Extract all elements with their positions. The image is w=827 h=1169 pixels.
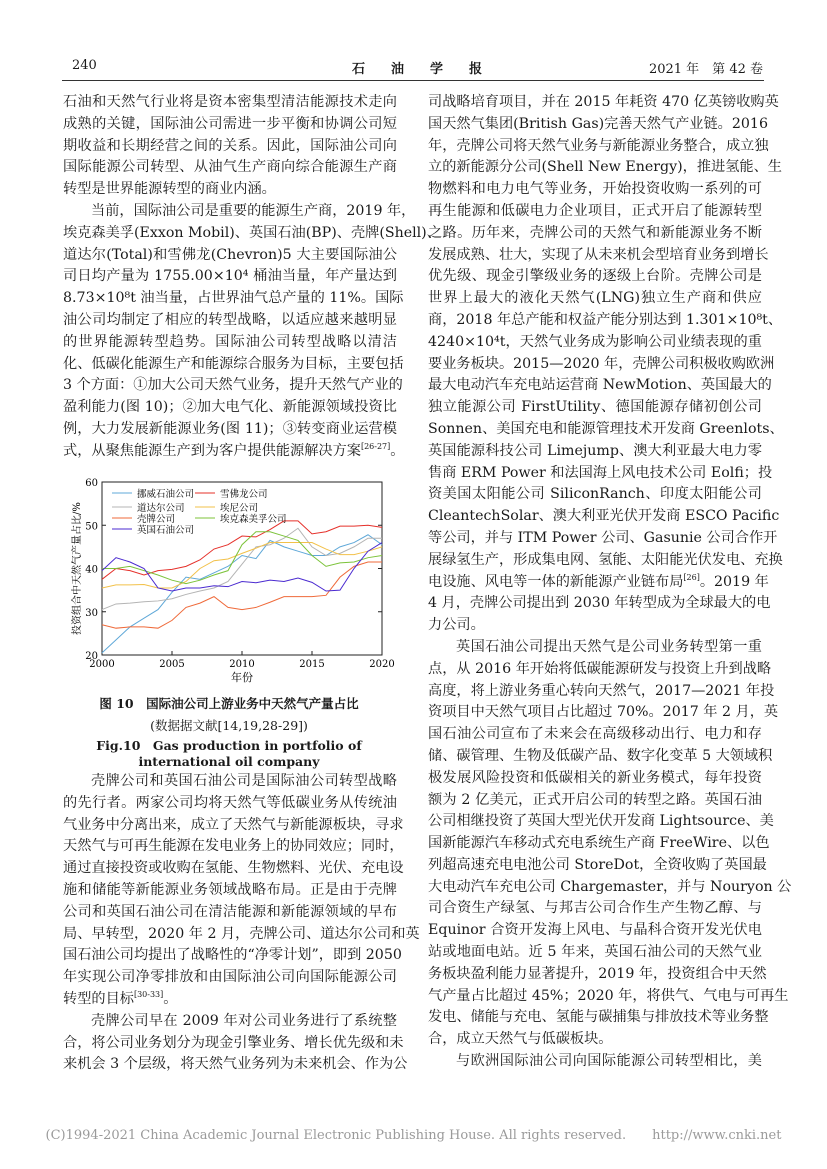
text-line: 点，从 2016 年开始将低碳能源研发与投资上升到战略 [428, 660, 772, 677]
figure-10 [62, 475, 396, 687]
text-line: 的先行者。两家公司均将天然气等低碳业务从传统油 [63, 794, 397, 811]
text-line: 司战略培育项目，并在 2015 年耗资 470 亿英镑收购英 [428, 94, 779, 110]
text-line: 司日均产量为 1755.00×10⁴ 桶油当量，年产量达到 [63, 268, 397, 285]
text-line: 国际能源公司转型、从油气生产商向综合能源生产商 [63, 159, 397, 176]
text-line: 化、低碳化能源生产和能源综合服务为目标，主要包括 [63, 355, 404, 372]
text-line: Sonnen、美国充电和能源管理技术开发商 Greenlots、 [428, 420, 784, 437]
y-tick-label: 40 [85, 564, 98, 576]
x-tick-label: 2020 [369, 659, 395, 670]
text-line: 成熟的关键，国际油公司需进一步平衡和协调公司短 [63, 115, 397, 132]
text-line: 例，大力发展新能源业务(图 11)；③转变商业运营模 [63, 420, 397, 437]
legend-label: 埃尼公司 [220, 503, 259, 514]
x-axis-label: 年份 [231, 671, 253, 684]
right-column [428, 92, 792, 1073]
text-line: 优先级、现金引擎级业务的逐级上台阶。壳牌公司是 [428, 268, 762, 285]
text-line: 转型是世界能源转型的商业内涵。 [63, 181, 276, 198]
text-line: 8.73×10⁸t 油当量，占世界油气总产量的 11%。国际 [63, 290, 404, 307]
legend-label: 道达尔公司 [137, 503, 185, 514]
citation[interactable]: [30-33] [133, 989, 164, 999]
text-line: 壳牌公司和英国石油公司是国际油公司转型战略 [91, 773, 397, 789]
text-line: 大电动汽车充电公司 Chargemaster，并与 Nouryon 公 [428, 878, 792, 895]
text-line: Equinor 合资开发海上风电、与晶科合资开发光伏电 [428, 922, 762, 939]
text-line: 局、早转型，2020 年 2 月，壳牌公司、道达尔公司和英 [63, 925, 420, 942]
text-line: 4 月，壳牌公司提出到 2030 年转型成为全球最大的电 [428, 595, 771, 612]
text-line: 气产量占比超过 45%；2020 年，将供气、气电与可再生 [428, 987, 789, 1004]
legend-label: 埃克森美孚公司 [220, 514, 287, 525]
y-tick-label: 20 [85, 651, 98, 662]
x-tick-label: 2010 [229, 659, 255, 670]
y-tick-label: 30 [85, 607, 98, 619]
page-number: 240 [72, 58, 97, 73]
text-line: 期收益和长期经营之间的关系。因此，国际油公司向 [63, 137, 397, 154]
series-line [102, 535, 382, 653]
text-line: 商，2018 年总产能和权益产能分别达到 1.301×10⁸t、 [428, 311, 783, 328]
text-line: 通过直接投资或收购在氢能、生物燃料、光伏、充电设 [63, 860, 404, 877]
text-line: 高度，将上游业务重心转向天然气，2017—2021 年投 [428, 682, 775, 699]
x-tick-label: 2005 [159, 659, 185, 670]
text-line: 之路。历年来，壳牌公司的天然气和新能源业务不断 [428, 224, 762, 241]
text-line: 发展成熟、壮大，实现了从未来机会型培育业务到增长 [428, 246, 769, 263]
left-column-bottom [63, 771, 420, 1076]
text-line: 额为 2 亿美元，正式开启公司的转型之路。英国石油 [428, 791, 762, 808]
citation[interactable]: [26] [683, 572, 700, 582]
text-line: 资项目中天然气项目占比超过 70%。2017 年 2 月，英 [428, 704, 779, 721]
text-line: 发电、储能与充电、氢能与碳捕集与排放技术等业务整 [428, 1009, 769, 1026]
text-line: 天然气与可再生能源在发电业务上的协同效应；同时， [63, 838, 404, 855]
line-chart [62, 475, 396, 687]
series-line [102, 532, 382, 584]
legend-label: 英国石油公司 [137, 525, 195, 536]
text-line: 立的新能源分公司(Shell New Energy)，推进氢能、生 [428, 159, 782, 176]
legend-label: 壳牌公司 [137, 514, 176, 525]
text-line: 合，将公司业务划分为现金引擎业务、增长优先级和未 [63, 1034, 404, 1051]
text-line: 合，成立天然气与低碳板块。 [428, 1031, 613, 1048]
x-tick-label: 2015 [299, 659, 325, 670]
text-line: 式，从聚焦能源生产到为客户提供能源解决方案[26-27]。 [63, 441, 405, 459]
text-line: 英国能源科技公司 Limejump、澳大利亚最大电力零 [428, 442, 762, 459]
text-line: 极发展风险投资和低碳相关的新业务模式，每年投资 [428, 769, 762, 786]
text-line: 埃克森美孚(Exxon Mobil)、英国石油(BP)、壳牌(Shell)、 [63, 224, 441, 241]
text-line: 储、碳管理、生物及低碳产品、数字化变革 5 大领域积 [428, 747, 773, 764]
left-column-top [63, 92, 441, 463]
text-line: 资美国太阳能公司 SiliconRanch、印度太阳能公司 [428, 486, 762, 503]
text-line: 国石油公司宣布了未来会在高级移动出行、电力和存 [428, 726, 762, 743]
text-line: 石油和天然气行业将是资本密集型清洁能源技术走向 [63, 94, 397, 110]
text-line: 要业务板块。2015—2020 年，壳牌公司积极收购欧洲 [428, 355, 775, 372]
text-line: 电设施、风电等一体的新能源产业链布局[26]。2019 年 [428, 572, 769, 590]
text-line: 施和储能等新能源业务领域战略布局。正是由于壳牌 [63, 881, 397, 898]
series-line [102, 543, 382, 591]
text-line: 等公司，并与 ITM Power 公司、Gasunie 公司合作开 [428, 529, 778, 546]
text-line: 油公司均制定了相应的转型战略，以适应越来越明显 [63, 311, 397, 328]
figure-caption-source: (数据据文献[14,19,28-29]) [150, 718, 308, 733]
figure-caption-cn: 图 10 国际油公司上游业务中天然气产量占比 [99, 696, 359, 711]
journal-title: 石 油 学 报 [352, 62, 483, 77]
text-line: 来机会 3 个层级，将天然气业务列为未来机会、作为公 [63, 1056, 408, 1073]
citation[interactable]: [26-27] [360, 441, 391, 451]
text-line: 道达尔(Total)和雪佛龙(Chevron)5 大主要国际油公 [63, 246, 397, 263]
text-line: 最大电动汽车充电站运营商 NewMotion、英国最大的 [428, 377, 772, 394]
legend-label: 雪佛龙公司 [220, 489, 268, 500]
x-tick-label: 2000 [89, 659, 115, 670]
text-line: 当前，国际油公司是重要的能源生产商，2019 年， [91, 202, 416, 219]
text-line: 国天然气集团(British Gas)完善天然气产业链。2016 [428, 115, 768, 132]
text-line: 物燃料和电力电气等业务，开始投资收购一系列的可 [428, 181, 762, 198]
text-line: 国石油公司均提出了战略性的“净零计划”，即到 2050 [63, 947, 402, 964]
text-line: 展绿氢生产，形成集电网、氢能、太阳能光伏发电、充换 [428, 551, 783, 568]
text-line: 世界上最大的液化天然气(LNG)独立生产商和供应 [428, 290, 762, 307]
text-line: 年，壳牌公司将天然气业务与新能源业务整合，成立独 [428, 137, 769, 154]
text-line: 司合资生产绿氢、与邦吉公司合作生产生物乙醇、与 [428, 900, 762, 917]
text-line: 售商 ERM Power 和法国海上风电技术公司 Eolfi；投 [428, 464, 773, 481]
copyright-footer: (C)1994-2021 China Academic Journal Electronic Publishing House. All rights reserved. http://www.cnki.net [45, 1128, 782, 1143]
text-line: 转型的目标[30-33]。 [63, 989, 178, 1007]
header-rule [62, 80, 764, 81]
text-line: 站或地面电站。近 5 年来，英国石油公司的天然气业 [428, 944, 762, 961]
text-line: 列超高速充电电池公司 StoreDot，全资收购了英国最 [428, 856, 767, 873]
text-line: 务板块盈利能力显著提升，2019 年，投资组合中天然 [428, 965, 767, 982]
y-tick-label: 60 [85, 478, 98, 489]
figure-caption-en: Fig.10 Gas production in portfolio of international oil company [96, 738, 362, 769]
text-line: 与欧洲国际油公司向国际能源公司转型相比，美 [456, 1053, 762, 1070]
text-line: 再生能源和低碳电力企业项目，正式开启了能源转型 [428, 202, 762, 219]
text-line: 独立能源公司 FirstUtility、德国能源存储初创公司 [428, 399, 762, 416]
text-line: 3 个方面：①加大公司天然气业务，提升天然气产业的 [63, 377, 403, 394]
text-line: 4240×10⁴t，天然气业务成为影响公司业绩表现的重 [428, 333, 762, 350]
text-line: 气业务中分离出来，成立了天然气与新能源板块，寻求 [63, 816, 404, 833]
text-line: 英国石油公司提出天然气是公司业务转型第一重 [456, 638, 762, 655]
text-line: 盈利能力(图 10)；②加大电气化、新能源领域投资比 [63, 399, 397, 416]
text-line: 公司和英国石油公司在清洁能源和新能源领域的早布 [63, 903, 397, 920]
issue-info: 2021 年 第 42 卷 [648, 62, 763, 77]
y-tick-label: 50 [85, 521, 98, 533]
text-line: 的世界能源转型趋势。国际油公司转型战略以清洁 [63, 333, 397, 350]
text-line: 年实现公司净零排放和由国际油公司向国际能源公司 [63, 969, 397, 986]
text-line: CleantechSolar、澳大利亚光伏开发商 ESCO Pacific [428, 508, 780, 525]
text-line: 国新能源汽车移动式充电系统生产商 FreeWire、以色 [428, 835, 770, 852]
y-axis-label: 投资组合中天然气产量占比/% [72, 502, 83, 635]
text-line: 公司相继投资了英国大型光伏开发商 Lightsource、美 [428, 813, 774, 830]
text-line: 壳牌公司早在 2009 年对公司业务进行了系统整 [91, 1012, 397, 1029]
legend-label: 挪威石油公司 [137, 489, 195, 500]
text-line: 力公司。 [428, 617, 485, 634]
